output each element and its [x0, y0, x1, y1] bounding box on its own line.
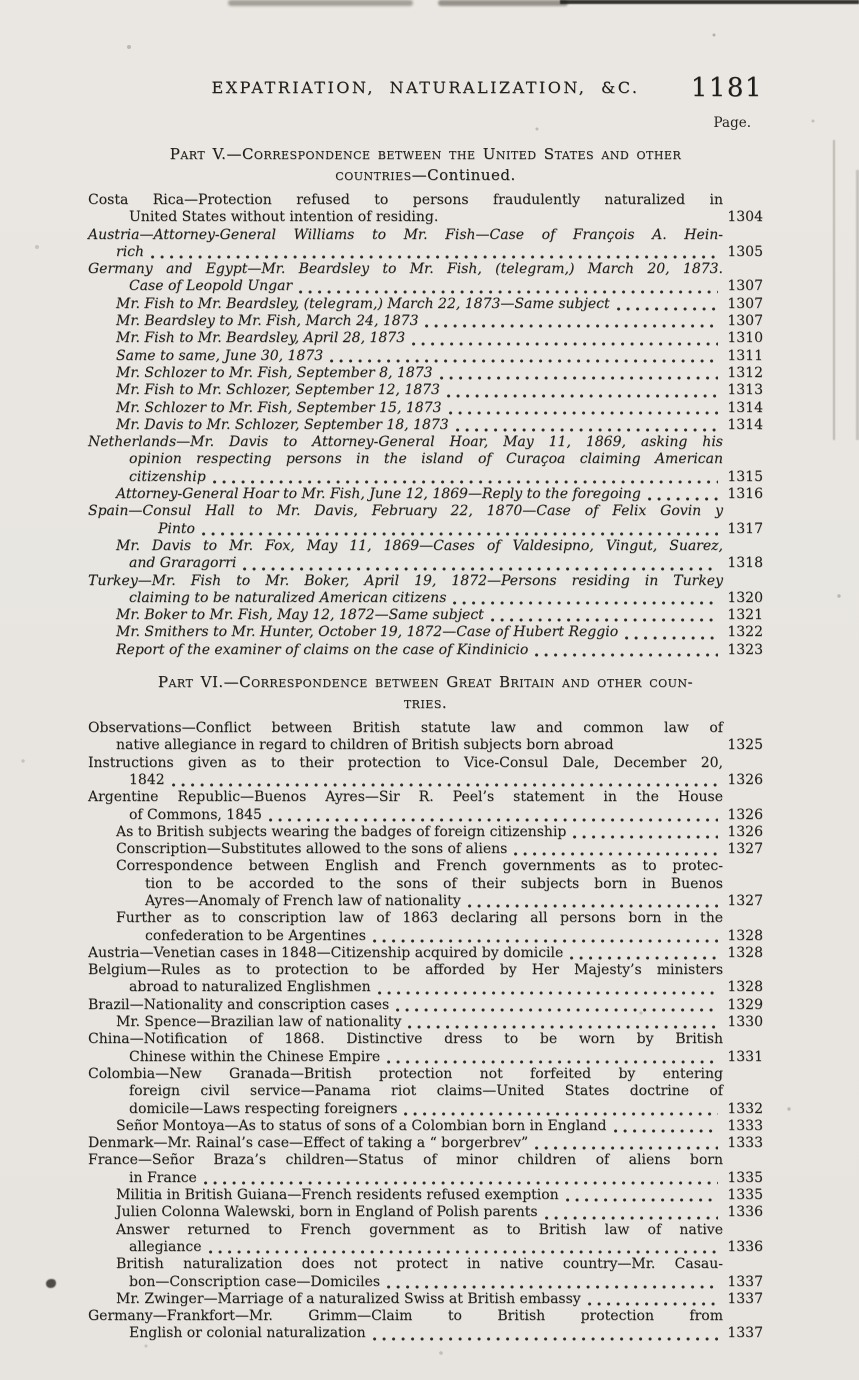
dot-leader [573, 835, 718, 839]
page-number: 1321 [727, 607, 763, 624]
toc-entry-line [88, 538, 763, 555]
entry-text: France—Señor Braza’s children—Status of minor children of aliens born [88, 1152, 723, 1169]
page-number: 1322 [727, 624, 763, 641]
toc-entry-line [88, 1083, 763, 1100]
toc-entry-line [88, 642, 763, 659]
toc-entry-line [88, 382, 763, 399]
leader-gap [621, 749, 718, 753]
page-number: 1323 [727, 641, 763, 658]
entry-text: Austria—Attorney-General Williams to Mr. Fish—Case of François A. Hein- [88, 226, 723, 243]
entry-text: Mr. Fish to Mr. Beardsley, (telegram,) March 22, 1873—Same subject [116, 295, 610, 312]
toc-entry-line [88, 962, 763, 979]
page-number: 1318 [727, 555, 763, 572]
entry-text: Señor Montoya—As to status of sons of a Colombian born in England [116, 1117, 607, 1134]
toc-entry-line [88, 772, 763, 789]
page-number: 1328 [727, 927, 763, 944]
dot-leader [535, 1146, 718, 1150]
toc-entry-line [88, 789, 763, 806]
dot-leader [453, 601, 718, 605]
dot-leader [412, 342, 718, 346]
entry-text: Mr. Spence—Brazilian law of nationality [116, 1014, 402, 1031]
entry-text: China—Notification of 1868. Distinctive dress to be worn by British [88, 1031, 723, 1048]
entry-text: confederation to be Argentines [145, 927, 366, 944]
toc-entry-line [88, 573, 763, 590]
toc-entry-line [88, 858, 763, 875]
entry-text: Observations—Conflict between British statute law and common law of [88, 720, 723, 737]
toc-entry-line [88, 521, 763, 538]
toc-entry-line [88, 1222, 763, 1239]
toc-entry-line [88, 1274, 763, 1291]
ink-blot [46, 1279, 56, 1288]
entry-text: allegiance [129, 1238, 202, 1255]
dot-leader [404, 1112, 718, 1116]
entry-text: Mr. Davis to Mr. Schlozer, September 18, 1873 [116, 416, 449, 433]
toc-entry-line [88, 979, 763, 996]
page-number: 1305 [727, 243, 763, 260]
page-number: 1314 [727, 399, 763, 416]
entry-text: Netherlands—Mr. Davis to Attorney-General Hoar, May 11, 1869, asking his [88, 434, 723, 451]
dot-leader [299, 290, 718, 294]
toc-entry-line [88, 1101, 763, 1118]
page-number: 1328 [727, 979, 763, 996]
part-v-heading-line2 [88, 165, 763, 186]
entry-text: abroad to naturalized Englishmen [129, 979, 371, 996]
dot-leader [468, 904, 718, 908]
toc-entry-line [88, 434, 763, 451]
entry-text: Germany—Frankfort—Mr. Grimm—Claim to British protection from [88, 1308, 723, 1325]
dot-leader [172, 783, 718, 787]
dot-leader [204, 1181, 718, 1185]
toc-entry-line [88, 555, 763, 572]
toc-entry-line [88, 1239, 763, 1256]
entry-text: claiming to be naturalized American citizens [129, 589, 447, 606]
leader-gap [445, 221, 718, 225]
entry-text: Brazil—Nationality and conscription cases [88, 996, 390, 1013]
entry-text: Mr. Davis to Mr. Fox, May 11, 1869—Cases of Valdesipno, Vingut, Suarez, [116, 537, 723, 554]
page-title: EXPATRIATION, NATURALIZATION, &C. [211, 78, 640, 97]
entry-text: Mr. Boker to Mr. Fish, May 12, 1872—Same subject [116, 607, 484, 624]
toc-entry-line [88, 486, 763, 503]
toc-entry-line [88, 928, 763, 945]
page-number: 1314 [727, 416, 763, 433]
dot-leader [151, 255, 718, 259]
dot-leader [396, 1008, 718, 1012]
entry-text: foreign civil service—Panama riot claims—United States doctrine of [129, 1083, 723, 1100]
folio-number: 1181 [690, 73, 763, 103]
page-number: 1326 [727, 823, 763, 840]
part-vi-heading-line1: Part VI.—Correspondence between Great Britain and other coun- [157, 673, 694, 692]
page-number: 1335 [727, 1169, 763, 1186]
toc-entry-line [88, 841, 763, 858]
toc-section-part-vi [88, 720, 763, 1343]
page-number: 1327 [727, 841, 763, 858]
toc-entry-line [88, 1170, 763, 1187]
entry-text: Germany and Egypt—Mr. Beardsley to Mr. Fish, (telegram,) March 20, 1873. [88, 261, 723, 278]
page-number: 1313 [727, 382, 763, 399]
page-number: 1315 [727, 468, 763, 485]
toc-entry-line [88, 330, 763, 347]
page-number: 1311 [727, 347, 763, 364]
dot-leader [514, 852, 718, 856]
toc-entry-line [88, 209, 763, 226]
dot-leader [440, 376, 718, 380]
dot-leader [269, 818, 718, 822]
dot-leader [209, 1250, 718, 1254]
dot-leader [570, 956, 718, 960]
dot-leader [535, 653, 718, 657]
page-number: 1332 [727, 1100, 763, 1117]
entry-text: Further as to conscription law of 1863 declaring all persons born in the [116, 910, 723, 927]
toc-entry-line [88, 400, 763, 417]
entry-text: Turkey—Mr. Fish to Mr. Boker, April 19, 1872—Persons residing in Turkey [88, 572, 723, 589]
entry-text: 1842 [129, 771, 165, 788]
entry-text: As to British subjects wearing the badges of foreign citizenship [116, 823, 567, 840]
toc-entry-line [88, 1014, 763, 1031]
entry-text: Pinto [158, 520, 195, 537]
toc-entry-line [88, 1152, 763, 1169]
toc-entry-line [88, 824, 763, 841]
part-vi-heading [88, 672, 763, 714]
toc-entry-line [88, 590, 763, 607]
dot-leader [373, 1337, 718, 1341]
page-number: 1320 [727, 589, 763, 606]
toc-entry-line [88, 737, 763, 754]
toc-entry-line [88, 278, 763, 295]
page-number: 1331 [727, 1048, 763, 1065]
toc-entry-line [88, 1204, 763, 1221]
dot-leader [330, 359, 718, 363]
page-number: 1330 [727, 1014, 763, 1031]
scan-edge-line [833, 140, 835, 440]
entry-text: Austria—Venetian cases in 1848—Citizenship acquired by domicile [88, 944, 564, 961]
toc-entry-line [88, 876, 763, 893]
toc-entry-line [88, 365, 763, 382]
part-vi-heading-line2 [88, 693, 763, 714]
entry-text: Conscription—Substitutes allowed to the sons of aliens [116, 841, 508, 858]
entry-text: Denmark—Mr. Rainal’s case—Effect of taking a “ borgerbrev” [88, 1135, 529, 1152]
dot-leader [456, 428, 718, 432]
page-number: 1325 [727, 737, 763, 754]
dot-leader [378, 991, 718, 995]
toc-entry-line [88, 1187, 763, 1204]
dot-leader [588, 1302, 718, 1306]
toc-entry-line [88, 720, 763, 737]
page-number: 1333 [727, 1117, 763, 1134]
toc-entry-line [88, 893, 763, 910]
toc-entry-line [88, 997, 763, 1014]
dot-leader [408, 1025, 718, 1029]
entry-text: Mr. Zwinger—Marriage of a naturalized Swiss at British embassy [116, 1290, 581, 1307]
toc-entry-line [88, 807, 763, 824]
scan-specks [0, 0, 2, 2]
entry-text: Belgium—Rules as to protection to be afforded by Her Majesty’s ministers [88, 962, 723, 979]
page-number: 1336 [727, 1204, 763, 1221]
dot-leader [625, 636, 718, 640]
page-number: 1337 [727, 1325, 763, 1342]
toc-entry-line [88, 227, 763, 244]
part-v-heading-line1: Part V.—Correspondence between the United States and other [169, 145, 682, 163]
dot-leader [614, 1129, 719, 1133]
toc-entry-line [88, 1325, 763, 1342]
toc-entry-line [88, 624, 763, 641]
dot-leader [491, 618, 718, 622]
dot-leader [387, 1060, 718, 1064]
page-column-label: Page. [713, 115, 751, 131]
scan-smudge-dark-line [560, 0, 859, 4]
dot-leader [202, 532, 718, 536]
page-number: 1329 [727, 996, 763, 1013]
toc-entry-line [88, 607, 763, 624]
entry-text: Answer returned to French government as to British law of native [116, 1221, 723, 1238]
dot-leader [566, 1198, 718, 1202]
entry-text: Case of Leopold Ungar [129, 278, 293, 295]
entry-text: Mr. Fish to Mr. Beardsley, April 28, 1873 [116, 330, 406, 347]
entry-text: Chinese within the Chinese Empire [129, 1048, 381, 1065]
page-number: 1326 [727, 771, 763, 788]
page-number: 1317 [727, 520, 763, 537]
entry-text: domicile—Laws respecting foreigners [129, 1100, 398, 1117]
page-number: 1336 [727, 1238, 763, 1255]
toc-entry-line [88, 1049, 763, 1066]
entry-text: Colombia—New Granada—British protection not forfeited by entering [88, 1065, 723, 1082]
dot-leader [648, 497, 718, 501]
page-number: 1307 [727, 295, 763, 312]
page-number: 1327 [727, 892, 763, 909]
heading-smallcaps-text: tries. [403, 694, 448, 713]
toc-entry-line [88, 417, 763, 434]
entry-text: Militia in British Guiana—French residents refused exemption [116, 1187, 559, 1204]
toc-entry-line [88, 348, 763, 365]
entry-text: tion to be accorded to the sons of their subjects born in Buenos [145, 875, 723, 892]
page-number: 1335 [727, 1187, 763, 1204]
toc-entry-line [88, 192, 763, 209]
page-number: 1337 [727, 1273, 763, 1290]
entry-text: English or colonial naturalization [129, 1325, 366, 1342]
toc-entry-line [88, 469, 763, 486]
entry-text: United States without intention of residing. [129, 209, 439, 226]
entry-text: Argentine Republic—Buenos Ayres—Sir R. Peel’s statement in the House [88, 789, 723, 806]
heading-smallcaps-text: countries— [335, 166, 428, 184]
toc-entry-line [88, 296, 763, 313]
toc-entry-line [88, 451, 763, 468]
dot-leader [425, 324, 718, 328]
entry-text: in France [129, 1169, 197, 1186]
dot-leader [243, 567, 718, 571]
page-content [88, 73, 763, 1343]
entry-text: Correspondence between English and French governments as to protec- [116, 858, 723, 875]
running-header [88, 73, 763, 103]
entry-text: of Commons, 1845 [129, 806, 262, 823]
page-number: 1333 [727, 1135, 763, 1152]
dot-leader [617, 307, 718, 311]
toc-entry-line [88, 313, 763, 330]
toc-entry-line [88, 1256, 763, 1273]
page-number: 1307 [727, 313, 763, 330]
page-number: 1316 [727, 486, 763, 503]
dot-leader [387, 1285, 718, 1289]
toc-entry-line [88, 945, 763, 962]
page-number: 1304 [727, 209, 763, 226]
scan-smudge [438, 0, 568, 6]
entry-text: rich [116, 243, 145, 260]
dot-leader [449, 411, 719, 415]
heading-continued-text: Continued. [427, 166, 516, 184]
toc-entry-line [88, 244, 763, 261]
entry-text: Mr. Schlozer to Mr. Fish, September 15, 1873 [116, 399, 442, 416]
scan-smudge [228, 0, 413, 6]
entry-text: Julien Colonna Walewski, born in England of Polish parents [116, 1204, 538, 1221]
entry-text: Instructions given as to their protection to Vice-Consul Dale, December 20, [88, 754, 723, 771]
page-number: 1326 [727, 806, 763, 823]
entry-text: British naturalization does not protect in native country—Mr. Casau- [116, 1256, 723, 1273]
toc-entry-line [88, 1031, 763, 1048]
dot-leader [373, 939, 718, 943]
page-number: 1307 [727, 278, 763, 295]
entry-text: bon—Conscription case—Domiciles [129, 1273, 381, 1290]
entry-text: and Graragorri [129, 555, 237, 572]
toc-entry-line [88, 1066, 763, 1083]
toc-entry-line [88, 1291, 763, 1308]
toc-entry-line [88, 1308, 763, 1325]
toc-entry-line [88, 910, 763, 927]
entry-text: Spain—Consul Hall to Mr. Davis, February 22, 1870—Case of Felix Govin y [88, 503, 723, 520]
toc-section-part-v [88, 192, 763, 659]
entry-text: Mr. Schlozer to Mr. Fish, September 8, 1873 [116, 364, 433, 381]
page-number: 1328 [727, 944, 763, 961]
dot-leader [213, 480, 718, 484]
entry-text: Ayres—Anomaly of French law of nationality [145, 892, 461, 909]
toc-entry-line [88, 261, 763, 278]
toc-entry-line [88, 503, 763, 520]
page-number: 1310 [727, 330, 763, 347]
toc-entry-line [88, 1135, 763, 1152]
entry-text: Costa Rica—Protection refused to persons fraudulently naturalized in [88, 192, 723, 208]
toc-entry-line [88, 1118, 763, 1135]
entry-text: Mr. Beardsley to Mr. Fish, March 24, 1873 [116, 313, 419, 330]
page-number: 1337 [727, 1290, 763, 1307]
dot-leader [545, 1216, 718, 1220]
toc-entry-line [88, 755, 763, 772]
entry-text: Mr. Fish to Mr. Schlozer, September 12, 1873 [116, 382, 440, 399]
entry-text: Mr. Smithers to Mr. Hunter, October 19, 1872—Case of Hubert Reggio [116, 624, 619, 641]
entry-text: Report of the examiner of claims on the case of Kindinicio [116, 641, 529, 658]
entry-text: Attorney-General Hoar to Mr. Fish, June 12, 1869—Reply to the foregoing [116, 486, 641, 503]
entry-text: native allegiance in regard to children of British subjects born abroad [116, 737, 614, 754]
part-v-heading [88, 144, 763, 186]
page-number: 1312 [727, 364, 763, 381]
entry-text: Same to same, June 30, 1873 [116, 347, 324, 364]
entry-text: opinion respecting persons in the island of Curaçoa claiming American [129, 451, 723, 468]
dot-leader [447, 394, 718, 398]
entry-text: citizenship [129, 468, 206, 485]
